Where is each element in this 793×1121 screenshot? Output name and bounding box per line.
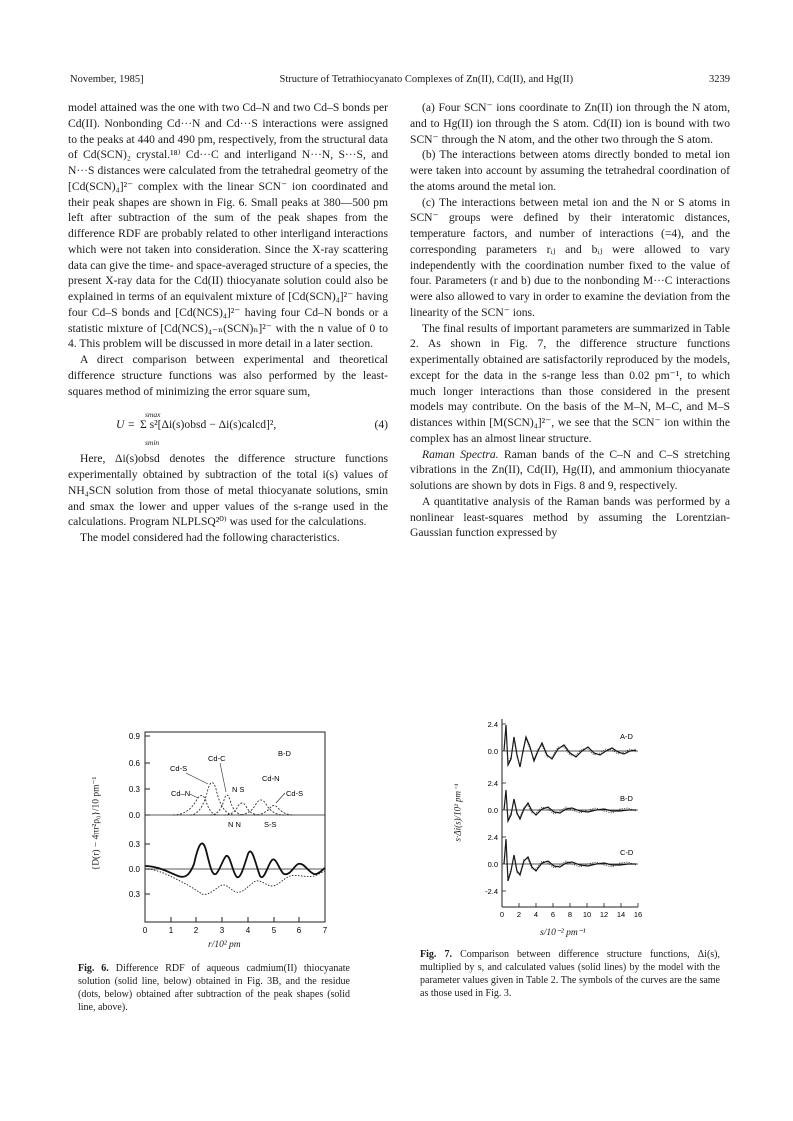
paragraph: The model considered had the following characteristics.	[80, 531, 340, 544]
x-tick-label: 7	[322, 926, 328, 935]
equation-lhs: U =	[116, 418, 136, 432]
x-tick-label: 8	[567, 910, 573, 919]
caption-label: Fig. 6.	[78, 963, 109, 974]
sum-lower-limit: smin	[145, 438, 160, 448]
caption-label: Fig. 7.	[420, 949, 452, 960]
label-n-n: N N	[228, 820, 241, 829]
figure-6-plot	[78, 726, 348, 956]
paragraph-text: Raman bands of the C–N and C–S stretching vibrations in the Zn(II), Cd(II), Hg(II), and ammonium thiocyanate solutions are shown by dots in Figs. 8 and 9, respectively.	[410, 447, 730, 492]
curve-label: A-D	[620, 732, 633, 741]
figure-7	[452, 715, 660, 940]
right-column	[410, 100, 730, 541]
left-column	[68, 100, 388, 546]
y-tick-label: 0.3	[128, 785, 140, 794]
equation-body: Σ s²[Δi(s)obsd − Δi(s)calcd]²,	[140, 418, 277, 432]
curve-a-d	[504, 725, 636, 767]
x-tick-label: 6	[550, 910, 556, 919]
curve-label: B-D	[620, 794, 633, 803]
paragraph	[410, 447, 730, 494]
header-date: November, 1985]	[70, 74, 144, 85]
figure-7-plot	[470, 715, 660, 940]
y-tick-label: 0.3	[128, 840, 140, 849]
y-tick-label: 2.4	[487, 779, 498, 788]
x-tick-label: 16	[633, 910, 643, 919]
label-cd-s: Cd-S	[170, 764, 188, 773]
y-tick-label: 0.6	[128, 759, 140, 768]
y-tick-label: 2.4	[487, 833, 498, 842]
paragraph: Here, Δi(s)obsd denotes the difference structure functions experimentally obtained by subtraction of the total i(s) values of NH₄SCN solution from those of metal thiocyanate solutions, smin and smax the lower and upper values of the s-range used in the calculations. Program NLPLSQ²⁰⁾ was used for the calculations.	[68, 452, 388, 529]
list-item-a: (a) Four SCN⁻ ions coordinate to Zn(II) ion through the N atom, and to Hg(II) ion through the S atom. Cd(II) ion is bound with two SCN⁻ through the N atom, and the other two through the S atom.	[410, 101, 730, 146]
y-tick-label: -2.4	[485, 887, 498, 896]
label-s-s: S-S	[264, 820, 277, 829]
paragraph: model attained was the one with two Cd–N and two Cd–S bonds per Cd(II). Nonbonding Cd···N and Cd···S interactions were assigned to the peaks at 440 and 490 pm, respectively, from the structural data of Cd(SCN)₂ crystal.¹⁸⁾ Cd···C and interligand N···N, S···S, and N···S distances were calculated from the tetrahedral geometry of the [Cd(SCN)₄]²⁻ complex with the linear SCN⁻ ion coordinated and their peak shapes are shown in Fig. 6. Small peaks at 380—500 pm left after subtraction of the sum of the peak shapes from the difference RDF are probably related to other interligand interactions which were not taken into consideration. Since the X-ray scattering data can give the time- and space-averaged structure of a species, the present X-ray data for the Cd(II) thiocyanate solution could also be explained in terms of an equivalent mixture of [Cd(SCN)₄]²⁻ having four Cd–S bonds and [Cd(NCS)₄]²⁻ having four Cd–N bonds or a statistic mixture of [Cd(NCS)₄₋ₙ(SCN)ₙ]²⁻ with the n value of 0 to 4. This problem will be discussed in more detail in a later section.	[68, 101, 388, 351]
caption-text: Comparison between difference structure functions, Δi(s), multiplied by s, and calculated values (solid lines) by the model with the parameter values given in Table 2. The symbols of the curves are the same as those used in Fig. 3.	[420, 949, 721, 999]
paragraph: The final results of important parameters are summarized in Table 2. As shown in Fig. 7, the difference structure functions experimentally obtained are satisfactorily reproduced by the models, except for the data in the s-range less than 0.02 pm⁻¹, to which much longer interactions than those considered in the present models may contribute. On the basis of the M–N, M–C, and M–S distances within [M(SCN)₄]²⁻, we see that the SCN⁻ ion within the complex has an almost linear structure.	[410, 321, 730, 445]
label-b-d: B-D	[278, 749, 291, 758]
figure-6-caption	[78, 962, 350, 1014]
data-c-d	[506, 843, 636, 879]
paragraph: A direct comparison between experimental and theoretical difference structure functions was also performed by the least-squares method of minimizing the error square sum,	[68, 353, 388, 398]
paragraph: A quantitative analysis of the Raman bands was performed by a nonlinear least-squares method by assuming the Lorentzian-Gaussian function expressed by	[410, 494, 730, 540]
y-tick-label: 2.4	[487, 720, 498, 729]
label-cd-c: Cd-C	[208, 754, 226, 763]
x-tick-label: 3	[219, 926, 225, 935]
equation-number: (4)	[374, 418, 388, 432]
y-tick-label: 0.0	[487, 747, 498, 756]
label-cd-n: Cd–N	[171, 789, 191, 798]
y-axis-label: {D(r) − 4πr²ρ₀}/10 pm⁻¹	[91, 776, 102, 871]
y-tick-label: 0.3	[128, 890, 140, 899]
y-tick-label: 0.0	[487, 860, 498, 869]
section-heading: Raman Spectra.	[422, 447, 499, 461]
peak-n-s	[224, 803, 260, 815]
curve-label: C-D	[620, 848, 634, 857]
curve-b-d	[504, 790, 636, 821]
page-number: 3239	[709, 74, 730, 85]
x-axis-label: s/10⁻² pm⁻¹	[540, 928, 586, 938]
label-cd-s-right: Cd-S	[286, 789, 304, 798]
peak-cd-n-nonbonding	[238, 800, 284, 815]
y-tick-label: 0.0	[487, 806, 498, 815]
label-cd-n-right: Cd-N	[262, 774, 280, 783]
header-title: Structure of Tetrathiocyanato Complexes of Zn(II), Cd(II), and Hg(II)	[279, 74, 574, 85]
caption-text: Difference RDF of aqueous cadmium(II) thiocyanate solution (solid line, below) obtained in Fig. 3B, and the residue (dots, below) obtained after subtraction of the peak shapes (solid line, above).	[78, 963, 350, 1013]
peak-cd-s-nonbonding	[254, 806, 294, 816]
x-tick-label: 14	[616, 910, 626, 919]
peak-cd-n	[173, 796, 218, 816]
x-tick-label: 0	[499, 910, 505, 919]
list-item-b: (b) The interactions between atoms directly bonded to metal ion were taken into account by assuming the tetrahedral coordination of the atoms around the metal ion.	[410, 148, 730, 193]
running-header	[70, 74, 730, 88]
x-tick-label: 1	[168, 926, 174, 935]
x-tick-label: 2	[193, 926, 199, 935]
figure-6	[78, 726, 348, 956]
label-n-s: N S	[232, 785, 245, 794]
x-tick-label: 10	[582, 910, 592, 919]
difference-rdf-curve	[145, 843, 325, 877]
x-tick-label: 6	[296, 926, 302, 935]
y-tick-label: 0.0	[128, 811, 140, 820]
y-axis-label: s·Δi(s)/10² pm⁻¹	[452, 783, 463, 842]
data-a-d	[506, 729, 636, 765]
x-tick-label: 0	[142, 926, 148, 935]
list-item-c: (c) The interactions between metal ion and the N or S atoms in SCN⁻ groups were defined by their interatomic distances, temperature factors, and number of interactions (=4), and the corresponding parameters rᵢⱼ and bᵢⱼ were allowed to vary independently with the coordination number fixed to the value of four. Parameters (r and b) due to the nonbonding M···C interactions were also allowed to vary in order to examine the deviation from the linearity of the SCN⁻ ions.	[410, 195, 730, 319]
figure-7-caption	[420, 948, 720, 1000]
x-tick-label: 2	[516, 910, 522, 919]
x-tick-label: 12	[599, 910, 609, 919]
peak-cd-s	[190, 783, 234, 816]
x-axis-label: r/10² pm	[208, 940, 241, 950]
x-tick-label: 4	[245, 926, 251, 935]
equation-4	[68, 405, 388, 448]
x-tick-label: 5	[271, 926, 277, 935]
sum-upper-limit: smax	[145, 410, 161, 420]
y-tick-label: 0.9	[128, 732, 140, 741]
x-tick-label: 4	[533, 910, 539, 919]
y-tick-label: 0.0	[128, 865, 140, 874]
